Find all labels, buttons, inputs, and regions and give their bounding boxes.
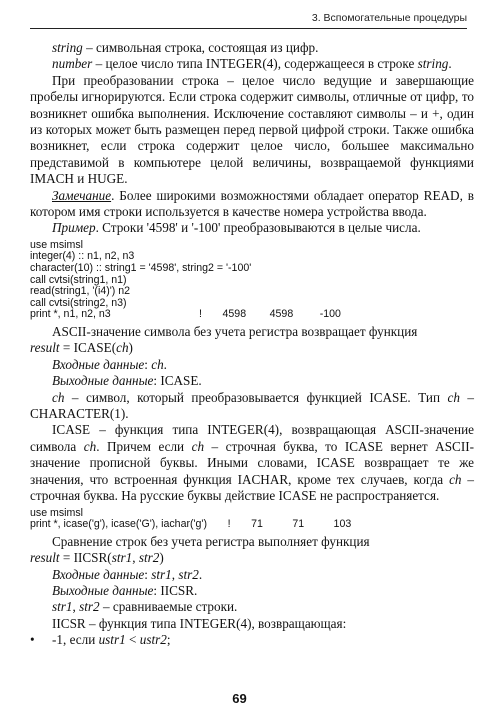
code-line: call cvtsi(string1, n1) — [30, 273, 127, 286]
body-text — [30, 40, 474, 649]
code-line: call cvtsi(string2, n3) — [30, 296, 127, 309]
param-number: number – целое число типа INTEGER(4), содержащееся в строке string. — [52, 56, 452, 72]
input-data-iicsr: Входные данные: str1, str2. — [52, 566, 203, 582]
code-line: use msimsl — [30, 506, 83, 519]
paragraph-iicsr-returns: IICSR – функция типа INTEGER(4), возвращающая: — [52, 615, 347, 631]
output-data-iicsr: Выходные данные: IICSR. — [52, 582, 198, 598]
bullet-text: -1, если ustr1 < ustr2; — [52, 632, 171, 648]
param-str1-str2: str1, str2 – сравниваемые строки. — [52, 599, 238, 615]
note-paragraph: Замечание. Более широкими возможностями обладает оператор READ, в котором имя строки используется в качестве номера устройства ввода. — [30, 187, 474, 220]
formula-iicsr: result = IICSR(str1, str2) — [30, 550, 164, 566]
code-line: integer(4) :: n1, n2, n3 — [30, 250, 135, 263]
formula-icase: result = ICASE(ch) — [30, 340, 133, 356]
paragraph-iicsr-intro: Сравнение строк без учета регистра выполняет функция — [52, 533, 370, 549]
example-paragraph: Пример. Строки '4598' и '-100' преобразовываются в целые числа. — [52, 220, 421, 236]
code-listing-2 — [30, 508, 474, 531]
param-ch: ch – символ, который преобразовывается функцией ICASE. Тип ch – CHARACTER(1). — [30, 389, 475, 422]
code-line: read(string1, '(i4)') n2 — [30, 285, 131, 298]
paragraph-icase-description: ICASE – функция типа INTEGER(4), возвращающая ASCII-значение символа ch. Причем если ch – строчная буква, то ICASE вернет ASCII-значение прописной буквы. Иными словами, ICASE возвращает те же значения, что встроенная функция IACHAR, кроме тех случаев, когда ch – строчная буква. На русские буквы действие ICASE не распространяется. — [30, 422, 475, 504]
output-data-icase: Выходные данные: ICASE. — [52, 373, 202, 389]
page-number: 69 — [232, 691, 247, 706]
code-listing-1 — [30, 240, 474, 321]
header-rule — [30, 28, 467, 29]
code-line: character(10) :: string1 = '4598', string2 = '-100' — [30, 262, 252, 275]
code-line: use msimsl — [30, 238, 83, 251]
bullet-mark: • — [30, 632, 35, 648]
param-string: string – символьная строка, состоящая из цифр. — [52, 40, 319, 55]
running-header: 3. Вспомогательные процедуры — [311, 12, 467, 24]
paragraph-icase-intro: ASCII-значение символа без учета регистра возвращает функция — [52, 324, 418, 340]
code-line: print *, n1, n2, n3 ! 4598 4598 -100 — [30, 308, 341, 321]
bullet-item — [30, 632, 474, 648]
paragraph-conversion-rules: При преобразовании строка – целое число ведущие и завершающие пробелы игнорируются. Если строка содержит символы, отличные от цифр, то возникнет ошибка выполнения. Исключение составляют символы – и +, один из которых может быть размещен перед первой цифрой строки. Также ошибка возникнет, если строка содержит целое число, большее максимально представимой в компьютере целой величины, возвращаемой функциями IMACH и HUGE. — [30, 72, 474, 187]
code-line: print *, icase('g'), icase('G'), iachar('g') ! 71 71 103 — [30, 518, 352, 531]
input-data-icase: Входные данные: ch. — [52, 356, 167, 372]
